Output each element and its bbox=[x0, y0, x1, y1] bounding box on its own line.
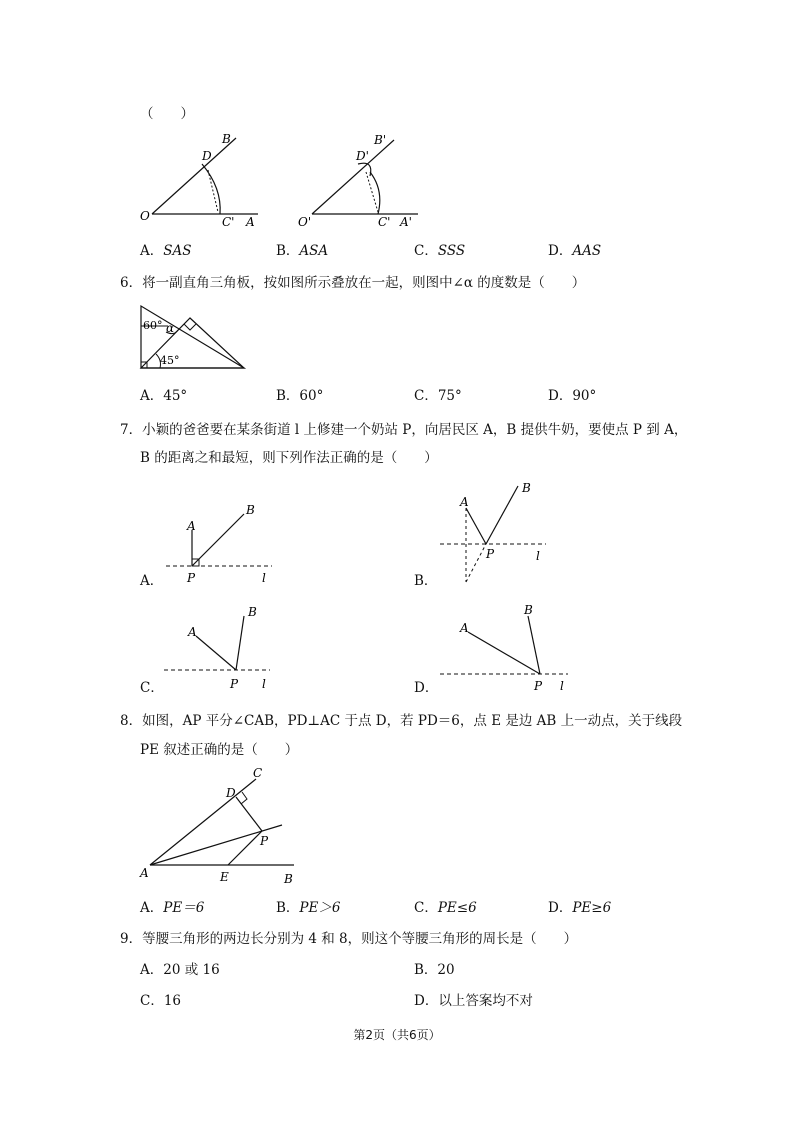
q7a-label-P: P bbox=[187, 571, 196, 585]
q8-figure bbox=[138, 765, 308, 887]
option-letter: D． bbox=[548, 388, 573, 404]
option-text: 60° bbox=[299, 388, 324, 404]
q7-option-a[interactable]: A． bbox=[140, 573, 164, 589]
q7a-label-l: l bbox=[262, 571, 266, 585]
option-text: 45° bbox=[163, 388, 188, 404]
q8-label-E: E bbox=[220, 870, 229, 884]
option-letter: C． bbox=[414, 388, 438, 404]
q7-option-b[interactable]: B． bbox=[414, 573, 438, 589]
option-text: SSS bbox=[437, 243, 466, 259]
q5-f2-label-O: O' bbox=[298, 215, 312, 229]
option-text: SAS bbox=[163, 243, 192, 259]
q7d-label-A: A bbox=[460, 621, 469, 635]
option-text: PE＞6 bbox=[299, 900, 341, 916]
q5-f1-label-C: C' bbox=[222, 215, 235, 229]
option-letter: A． bbox=[140, 900, 164, 916]
q8-label-D: D bbox=[226, 786, 236, 800]
q5-figure-1 bbox=[130, 128, 280, 238]
q5-f1-label-O: O bbox=[140, 209, 150, 223]
q9-question: 9．等腰三角形的两边长分别为 4 和 8，则这个等腰三角形的周长是（ ） bbox=[120, 931, 578, 947]
q8-option-a[interactable] bbox=[140, 896, 204, 916]
q7b-label-P: P bbox=[486, 547, 495, 561]
q5-f2-label-A: A' bbox=[400, 215, 412, 229]
q9-option-d[interactable] bbox=[414, 989, 533, 1009]
q5-f2-label-B: B' bbox=[374, 133, 387, 147]
page-footer: 第2页（共6页） bbox=[353, 1028, 441, 1042]
option-text: 75° bbox=[437, 388, 462, 404]
q7-figure-c bbox=[160, 600, 280, 692]
option-text: PE＝6 bbox=[163, 900, 205, 916]
q6-option-a[interactable] bbox=[140, 384, 187, 404]
q8-label-C: C bbox=[253, 766, 263, 780]
option-text: 以上答案均不对 bbox=[438, 993, 533, 1009]
option-text: PE≥6 bbox=[572, 900, 612, 916]
q7-question-line1: 7．小颖的爸爸要在某条街道 l 上修建一个奶站 P，向居民区 A，B 提供牛奶，要使点 P 到 A， bbox=[120, 422, 688, 438]
q8-label-P: P bbox=[260, 834, 269, 848]
q7-question-line2: B 的距离之和最短，则下列作法正确的是（ ） bbox=[140, 450, 438, 466]
option-letter: B． bbox=[276, 900, 300, 916]
q9-option-c[interactable] bbox=[140, 989, 181, 1009]
option-text: 20 或 16 bbox=[163, 962, 220, 978]
option-letter: B． bbox=[414, 962, 438, 978]
option-letter: D． bbox=[414, 993, 439, 1009]
q5-f1-label-A: A bbox=[246, 215, 255, 229]
q7d-label-l: l bbox=[560, 679, 564, 693]
option-letter: B． bbox=[276, 388, 300, 404]
q5-f1-label-D: D bbox=[202, 149, 212, 163]
q8-option-b[interactable] bbox=[276, 896, 340, 916]
q7d-label-B: B bbox=[524, 603, 533, 617]
q5-option-b[interactable] bbox=[276, 239, 328, 259]
q5-option-c[interactable] bbox=[414, 239, 465, 259]
option-letter: D． bbox=[548, 900, 573, 916]
option-letter: C． bbox=[414, 243, 438, 259]
q7b-label-l: l bbox=[536, 549, 540, 563]
q8-question-line2: PE 叙述正确的是（ ） bbox=[140, 742, 299, 758]
q6-option-d[interactable] bbox=[548, 384, 596, 404]
option-letter: A． bbox=[140, 962, 164, 978]
q9-option-a[interactable] bbox=[140, 958, 220, 978]
q5-f1-label-B: B bbox=[222, 132, 231, 146]
q5-paren: （ ） bbox=[140, 106, 194, 122]
q8-option-d[interactable] bbox=[548, 896, 611, 916]
q6-angle-60: 60° bbox=[143, 319, 163, 332]
q5-figure-2 bbox=[290, 128, 450, 238]
option-letter: A． bbox=[140, 243, 164, 259]
q5-f2-label-C: C' bbox=[378, 215, 391, 229]
option-text: 90° bbox=[572, 388, 597, 404]
option-letter: C． bbox=[140, 993, 164, 1009]
q5-option-d[interactable] bbox=[548, 239, 601, 259]
q7a-label-B: B bbox=[246, 503, 255, 517]
q7c-label-A: A bbox=[188, 625, 197, 639]
q6-question: 6．将一副直角三角板，按如图所示叠放在一起，则图中∠α 的度数是（ ） bbox=[120, 275, 586, 291]
q6-option-b[interactable] bbox=[276, 384, 323, 404]
q7-figure-d bbox=[430, 600, 580, 692]
q8-label-A: A bbox=[140, 866, 149, 880]
option-text: ASA bbox=[299, 243, 329, 259]
q6-angle-45: 45° bbox=[160, 354, 180, 367]
q7c-label-P: P bbox=[230, 677, 239, 691]
q7d-label-P: P bbox=[534, 679, 543, 693]
option-letter: A． bbox=[140, 388, 164, 404]
option-text: 16 bbox=[163, 993, 182, 1009]
option-letter: D． bbox=[548, 243, 573, 259]
q5-f2-label-D: D' bbox=[356, 149, 369, 163]
option-letter: B． bbox=[276, 243, 300, 259]
option-text: AAS bbox=[572, 243, 602, 259]
q7c-label-l: l bbox=[262, 677, 266, 691]
option-letter: C． bbox=[414, 900, 438, 916]
q8-question-line1: 8．如图，AP 平分∠CAB，PD⊥AC 于点 D，若 PD＝6，点 E 是边 AB 上一动点，关于线段 bbox=[120, 713, 683, 729]
q7-option-c[interactable]: C． bbox=[140, 680, 164, 696]
q7-option-d[interactable]: D． bbox=[414, 680, 439, 696]
option-text: PE≤6 bbox=[437, 900, 477, 916]
q5-option-a[interactable] bbox=[140, 239, 192, 259]
q8-option-c[interactable] bbox=[414, 896, 477, 916]
q7a-label-A: A bbox=[187, 519, 196, 533]
q6-alpha: α bbox=[166, 321, 175, 335]
q6-option-c[interactable] bbox=[414, 384, 462, 404]
q7b-label-A: A bbox=[460, 495, 469, 509]
q6-figure bbox=[138, 302, 250, 372]
q8-label-B: B bbox=[284, 872, 293, 886]
option-text: 20 bbox=[437, 962, 455, 978]
q7c-label-B: B bbox=[248, 605, 257, 619]
q9-option-b[interactable] bbox=[414, 958, 455, 978]
q7b-label-B: B bbox=[522, 481, 531, 495]
q7-figure-a bbox=[160, 498, 280, 588]
q7-figure-b bbox=[430, 478, 560, 588]
